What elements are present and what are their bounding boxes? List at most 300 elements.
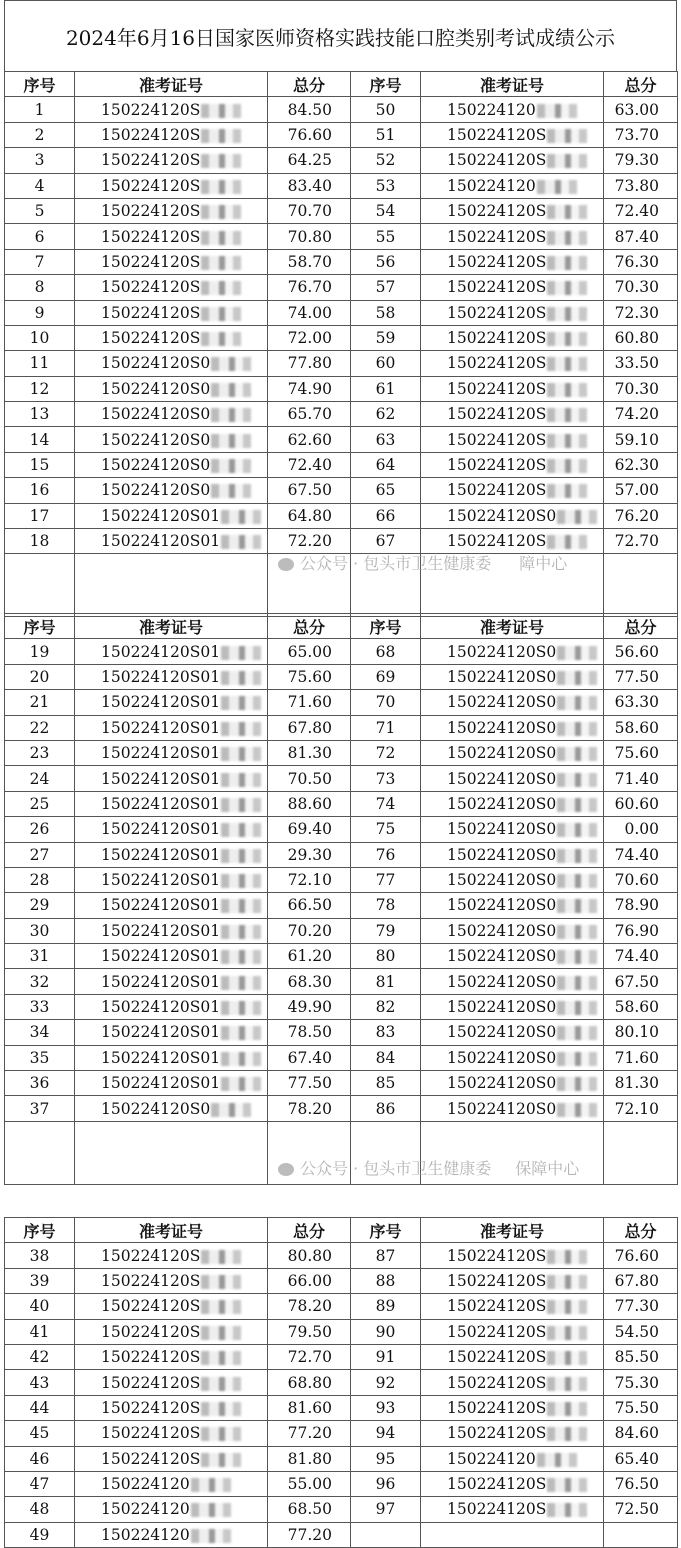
exam-id-cell-text: 150224120 (101, 1475, 190, 1494)
exam-id-cell (421, 1471, 604, 1496)
exam-id-cell-text: 150224120S0 (447, 769, 557, 788)
redaction-mask (201, 104, 241, 118)
redaction-mask (547, 484, 587, 498)
score-cell (604, 639, 678, 664)
exam-id-cell-text: 150224120S0 (447, 1099, 557, 1118)
table-header-row (5, 72, 678, 97)
exam-id-cell-text: 150224120S0 (447, 871, 557, 890)
score-cell (268, 224, 351, 249)
exam-id-cell (75, 944, 268, 969)
score-cell (268, 944, 351, 969)
seq-cell-text: 40 (29, 1297, 50, 1316)
redaction-mask (557, 773, 597, 787)
redaction-mask (547, 1351, 587, 1365)
score-cell (268, 122, 351, 147)
exam-id-cell-text: 150224120S (101, 1271, 201, 1290)
exam-id-cell-text: 150224120S0 (101, 1099, 211, 1118)
exam-id-cell (421, 690, 604, 715)
column-header-id: 准考证号 (421, 72, 604, 97)
redaction-mask (191, 1503, 231, 1517)
exam-id-cell-text: 150224120S (447, 1500, 547, 1519)
seq-cell (351, 478, 421, 503)
seq-cell (5, 529, 75, 554)
redaction-mask (557, 1052, 597, 1066)
score-cell-text: 74.40 (614, 947, 659, 966)
seq-cell (5, 1096, 75, 1121)
table-row (5, 1319, 678, 1344)
seq-cell (351, 503, 421, 528)
score-cell (604, 148, 678, 173)
seq-cell-text: 68 (375, 642, 396, 661)
seq-cell (351, 1370, 421, 1395)
exam-id-cell-text: 150224120 (447, 176, 536, 195)
exam-id-cell (75, 478, 268, 503)
score-cell (604, 122, 678, 147)
exam-id-cell (421, 173, 604, 198)
exam-id-cell-text: 150224120S01 (101, 947, 221, 966)
score-cell (604, 173, 678, 198)
exam-id-cell (75, 376, 268, 401)
seq-cell-text: 28 (29, 871, 50, 890)
redaction-mask (211, 1103, 251, 1117)
column-header-id: 准考证号 (75, 72, 268, 97)
table-row (5, 452, 678, 477)
seq-cell-text: 34 (29, 1023, 50, 1042)
seq-cell (5, 918, 75, 943)
score-cell (604, 97, 678, 122)
exam-id-cell-text: 150224120S (101, 227, 201, 246)
exam-id-cell (421, 944, 604, 969)
empty-cell (75, 554, 268, 617)
seq-cell (5, 1045, 75, 1070)
seq-cell (5, 664, 75, 689)
score-cell-text: 73.70 (614, 125, 659, 144)
exam-id-cell-text: 150224120S0 (447, 693, 557, 712)
score-cell (604, 478, 678, 503)
score-cell (268, 1370, 351, 1395)
exam-id-cell-text: 150224120S01 (101, 871, 221, 890)
exam-id-cell-text: 150224120S (447, 379, 547, 398)
seq-cell-text: 93 (375, 1398, 396, 1417)
seq-cell (5, 198, 75, 223)
exam-id-cell (421, 97, 604, 122)
table-row (5, 402, 678, 427)
score-cell-text: 72.40 (287, 456, 332, 475)
score-cell (268, 766, 351, 791)
score-cell (604, 842, 678, 867)
seq-cell (5, 893, 75, 918)
seq-cell (351, 1096, 421, 1121)
exam-id-cell-text: 150224120S (101, 125, 201, 144)
score-cell-text: 79.30 (614, 151, 659, 170)
redaction-mask (201, 1402, 241, 1416)
score-cell-text: 78.50 (287, 1023, 332, 1042)
score-cell-text: 74.40 (614, 845, 659, 864)
seq-cell-text: 59 (375, 329, 396, 348)
score-cell (604, 1395, 678, 1420)
table-row (5, 1020, 678, 1045)
exam-id-cell-text: 150224120S01 (101, 1074, 221, 1093)
redaction-mask (547, 434, 587, 448)
exam-id-cell (421, 503, 604, 528)
score-cell (604, 325, 678, 350)
exam-id-cell-text: 150224120S (101, 1322, 201, 1341)
exam-id-cell-text: 150224120S (101, 329, 201, 348)
seq-cell-text: 65 (375, 481, 396, 500)
score-cell (268, 427, 351, 452)
score-cell (604, 944, 678, 969)
score-cell-text: 61.20 (287, 947, 332, 966)
redaction-mask (537, 104, 577, 118)
seq-cell-text: 47 (29, 1475, 50, 1494)
score-cell (268, 1268, 351, 1293)
score-cell (604, 351, 678, 376)
seq-cell (351, 452, 421, 477)
exam-id-cell-text: 150224120S (447, 532, 547, 551)
exam-id-cell-text: 150224120S (447, 1348, 547, 1367)
redaction-mask (557, 1026, 597, 1040)
exam-id-cell-text: 150224120S0 (101, 456, 211, 475)
redaction-mask (201, 154, 241, 168)
seq-cell (351, 1071, 421, 1096)
exam-id-cell-text: 150224120S0 (101, 354, 211, 373)
table-row (5, 275, 678, 300)
redaction-mask (201, 1326, 241, 1340)
table-row (5, 664, 678, 689)
score-cell (604, 529, 678, 554)
exam-id-cell-text: 150224120S01 (101, 667, 221, 686)
seq-cell (5, 817, 75, 842)
exam-id-cell (75, 148, 268, 173)
exam-id-cell (421, 1344, 604, 1369)
exam-id-cell-text: 150224120S01 (101, 506, 221, 525)
exam-id-cell-text: 150224120S (447, 252, 547, 271)
redaction-mask (547, 1275, 587, 1289)
exam-id-cell (421, 715, 604, 740)
redaction-mask (547, 256, 587, 270)
seq-cell-text: 46 (29, 1449, 50, 1468)
seq-cell-text: 18 (29, 532, 50, 551)
exam-id-cell (75, 351, 268, 376)
score-cell (604, 867, 678, 892)
seq-cell (5, 639, 75, 664)
exam-id-cell (75, 1522, 268, 1547)
exam-id-cell (421, 893, 604, 918)
exam-id-cell (421, 791, 604, 816)
seq-cell (351, 918, 421, 943)
seq-cell (5, 402, 75, 427)
table-row (5, 893, 678, 918)
seq-cell (5, 1497, 75, 1522)
table-row (5, 639, 678, 664)
exam-id-cell (75, 817, 268, 842)
redaction-mask (221, 747, 261, 761)
score-cell-text: 70.30 (614, 278, 659, 297)
table-row (5, 1395, 678, 1420)
exam-id-cell-text: 150224120S0 (101, 379, 211, 398)
exam-id-cell (75, 97, 268, 122)
score-cell (604, 376, 678, 401)
redaction-mask (221, 950, 261, 964)
table-row (5, 351, 678, 376)
seq-cell (5, 452, 75, 477)
exam-id-cell (421, 639, 604, 664)
wechat-icon (278, 1163, 294, 1176)
score-cell (268, 639, 351, 664)
seq-cell (351, 690, 421, 715)
seq-cell (5, 740, 75, 765)
column-header-seq: 序号 (351, 1218, 421, 1243)
seq-cell-text: 6 (34, 227, 45, 246)
redaction-mask (221, 1077, 261, 1091)
exam-id-cell (421, 1395, 604, 1420)
redaction-mask (211, 408, 251, 422)
exam-id-cell (75, 664, 268, 689)
exam-id-cell (421, 427, 604, 452)
seq-cell (5, 1243, 75, 1268)
column-header-id: 准考证号 (421, 614, 604, 639)
score-cell-text: 33.50 (614, 354, 659, 373)
exam-id-cell (421, 1370, 604, 1395)
score-cell-text: 76.20 (614, 506, 659, 525)
redaction-mask (211, 459, 251, 473)
score-cell-text: 81.60 (287, 1398, 332, 1417)
score-cell-text: 70.80 (287, 227, 332, 246)
exam-id-cell-text: 150224120S01 (101, 744, 221, 763)
exam-id-cell-text: 150224120 (101, 1525, 190, 1544)
seq-cell-text: 75 (375, 820, 396, 839)
exam-id-cell (75, 1268, 268, 1293)
redaction-mask (221, 976, 261, 990)
seq-cell (5, 867, 75, 892)
column-header-id: 准考证号 (75, 1218, 268, 1243)
redaction-mask (221, 696, 261, 710)
redaction-mask (547, 383, 587, 397)
seq-cell-text: 42 (29, 1348, 50, 1367)
redaction-mask (201, 256, 241, 270)
score-cell (268, 1071, 351, 1096)
exam-id-cell (421, 1319, 604, 1344)
table-row (5, 740, 678, 765)
table-row (5, 944, 678, 969)
seq-cell-text: 72 (375, 744, 396, 763)
redaction-mask (557, 722, 597, 736)
score-cell (268, 249, 351, 274)
seq-cell-text: 62 (375, 405, 396, 424)
exam-id-cell-text: 150224120S (101, 1373, 201, 1392)
seq-cell-text: 7 (34, 252, 45, 271)
seq-cell (5, 224, 75, 249)
exam-id-cell-text: 150224120S (447, 481, 547, 500)
seq-cell (5, 427, 75, 452)
exam-id-cell (421, 1071, 604, 1096)
seq-cell-text: 57 (375, 278, 396, 297)
redaction-mask (201, 129, 241, 143)
column-header-score: 总分 (604, 614, 678, 639)
seq-cell (5, 1268, 75, 1293)
watermark-tail: 保障中心 (515, 1159, 580, 1178)
seq-cell-text: 44 (29, 1398, 50, 1417)
empty-cell (75, 1121, 268, 1184)
redaction-mask (221, 925, 261, 939)
score-cell-text: 80.10 (614, 1023, 659, 1042)
seq-cell-text: 78 (375, 896, 396, 915)
exam-id-cell (75, 427, 268, 452)
seq-cell-text: 17 (29, 506, 50, 525)
table-row (5, 1243, 678, 1268)
exam-id-cell (75, 740, 268, 765)
seq-cell-text: 39 (29, 1271, 50, 1290)
watermark-text: 公众号 · 包头市卫生健康委 (300, 1159, 492, 1178)
redaction-mask (221, 874, 261, 888)
seq-cell-text: 67 (375, 532, 396, 551)
exam-id-cell (75, 1395, 268, 1420)
seq-cell (351, 1344, 421, 1369)
redaction-mask (557, 950, 597, 964)
score-cell-text: 64.80 (287, 506, 332, 525)
score-cell (604, 1096, 678, 1121)
score-cell-text: 77.80 (287, 354, 332, 373)
exam-id-cell (75, 842, 268, 867)
score-cell-text: 72.30 (614, 303, 659, 322)
exam-id-cell (75, 1294, 268, 1319)
exam-id-cell-text: 150224120S01 (101, 794, 221, 813)
exam-id-cell-text: 150224120S (101, 1424, 201, 1443)
exam-id-cell (75, 452, 268, 477)
exam-id-cell (421, 1522, 604, 1547)
score-cell (268, 842, 351, 867)
seq-cell-text: 81 (375, 972, 396, 991)
score-cell (268, 1344, 351, 1369)
seq-cell (5, 1395, 75, 1420)
score-cell-text: 78.20 (287, 1297, 332, 1316)
score-cell (604, 664, 678, 689)
exam-id-cell (421, 1243, 604, 1268)
score-cell (268, 148, 351, 173)
exam-id-cell (75, 1045, 268, 1070)
column-header-seq: 序号 (5, 72, 75, 97)
seq-cell (351, 766, 421, 791)
exam-id-cell-text: 150224120S0 (447, 972, 557, 991)
seq-cell-text: 21 (29, 693, 50, 712)
table-row (5, 715, 678, 740)
redaction-mask (537, 1453, 577, 1467)
score-cell (604, 1522, 678, 1547)
redaction-mask (547, 205, 587, 219)
score-cell-text: 72.70 (614, 532, 659, 551)
redaction-mask (201, 281, 241, 295)
score-cell-text: 77.50 (287, 1074, 332, 1093)
score-cell-text: 67.80 (287, 718, 332, 737)
exam-id-cell-text: 150224120S0 (447, 1023, 557, 1042)
column-header-seq: 序号 (351, 72, 421, 97)
table-row (5, 766, 678, 791)
exam-id-cell-text: 150224120S01 (101, 845, 221, 864)
redaction-mask (547, 1326, 587, 1340)
redaction-mask (221, 646, 261, 660)
score-cell-text: 67.50 (287, 481, 332, 500)
redaction-mask (201, 307, 241, 321)
seq-cell (351, 1294, 421, 1319)
score-cell-text: 87.40 (614, 227, 659, 246)
exam-id-cell (75, 122, 268, 147)
seq-cell (351, 1497, 421, 1522)
score-cell-text: 81.30 (614, 1074, 659, 1093)
seq-cell (5, 173, 75, 198)
exam-id-cell-text: 150224120S01 (101, 972, 221, 991)
exam-id-cell-text: 150224120S (447, 227, 547, 246)
redaction-mask (201, 1453, 241, 1467)
seq-cell-text: 22 (29, 718, 50, 737)
empty-cell (5, 1121, 75, 1184)
redaction-mask (557, 646, 597, 660)
score-cell-text: 72.10 (287, 871, 332, 890)
score-cell (604, 503, 678, 528)
score-cell (604, 300, 678, 325)
seq-cell-text: 89 (375, 1297, 396, 1316)
exam-id-cell (75, 173, 268, 198)
seq-cell (5, 249, 75, 274)
exam-id-cell-text: 150224120S (447, 1246, 547, 1265)
seq-cell (351, 402, 421, 427)
score-cell-text: 62.30 (614, 456, 659, 475)
seq-cell-text: 4 (34, 176, 45, 195)
seq-cell (351, 740, 421, 765)
table-row (5, 1370, 678, 1395)
exam-id-cell (421, 740, 604, 765)
seq-cell (5, 1370, 75, 1395)
score-table-section-3 (4, 1217, 677, 1548)
seq-cell-text: 88 (375, 1271, 396, 1290)
seq-cell-text: 49 (29, 1525, 50, 1544)
seq-cell-text: 31 (29, 947, 50, 966)
score-cell (268, 918, 351, 943)
redaction-mask (201, 1377, 241, 1391)
redaction-mask (201, 1427, 241, 1441)
seq-cell-text: 91 (375, 1348, 396, 1367)
seq-cell-text: 54 (375, 202, 396, 221)
seq-cell (5, 325, 75, 350)
seq-cell-text: 92 (375, 1373, 396, 1392)
seq-cell-text: 10 (29, 329, 50, 348)
exam-id-cell-text: 150224120 (101, 1500, 190, 1519)
exam-id-cell-text: 150224120S01 (101, 998, 221, 1017)
exam-id-cell (75, 275, 268, 300)
seq-cell (5, 300, 75, 325)
exam-id-cell (421, 817, 604, 842)
redaction-mask (557, 696, 597, 710)
exam-id-cell (75, 1096, 268, 1121)
column-header-score: 总分 (268, 72, 351, 97)
score-cell (268, 664, 351, 689)
exam-id-cell (75, 918, 268, 943)
score-cell-text: 76.30 (614, 252, 659, 271)
redaction-mask (191, 1529, 231, 1543)
score-cell-text: 66.50 (287, 896, 332, 915)
seq-cell-text: 64 (375, 456, 396, 475)
score-cell (604, 994, 678, 1019)
redaction-mask (547, 1503, 587, 1517)
exam-id-cell (421, 351, 604, 376)
seq-cell (351, 867, 421, 892)
score-cell (604, 715, 678, 740)
score-cell-text: 80.80 (287, 1246, 332, 1265)
exam-id-cell (421, 198, 604, 223)
score-cell-text: 72.40 (614, 202, 659, 221)
exam-id-cell (421, 376, 604, 401)
seq-cell-text: 32 (29, 972, 50, 991)
exam-id-cell-text: 150224120S (447, 354, 547, 373)
